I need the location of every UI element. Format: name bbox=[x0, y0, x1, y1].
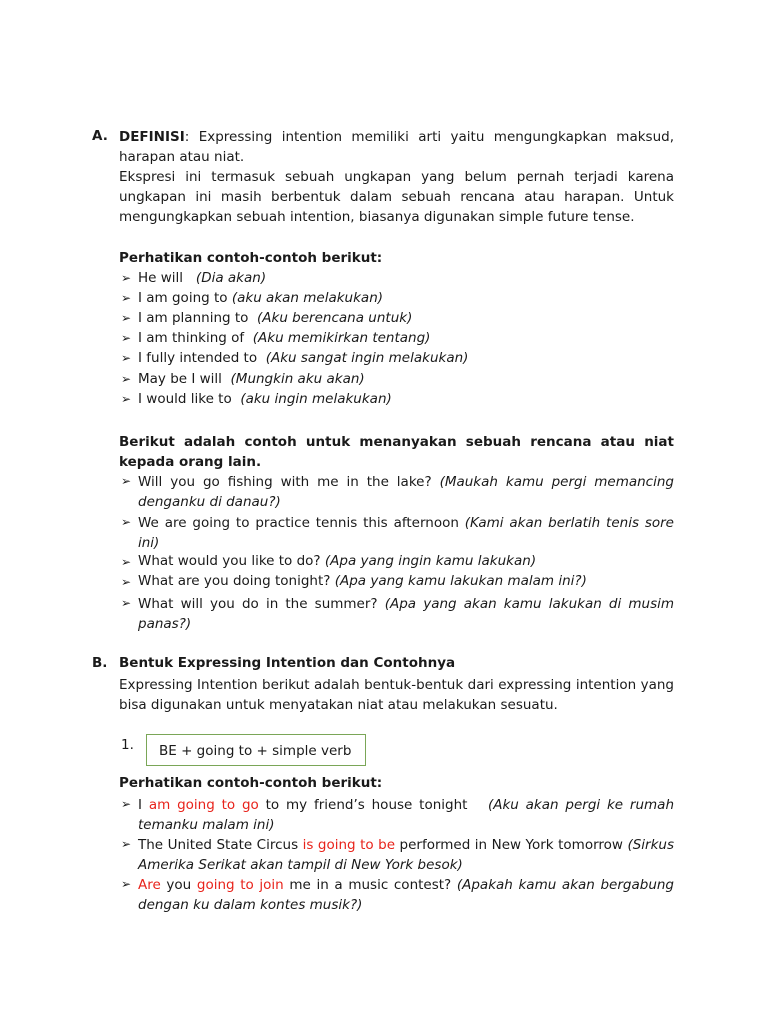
examples-heading-a: Perhatikan contoh-contoh berikut: bbox=[119, 250, 383, 266]
expression-en: May be I will bbox=[138, 371, 222, 387]
section-a-intro-text: Expressing intention memiliki arti yaitu mengungkapkan maksud, harapan atau niat. bbox=[119, 129, 674, 165]
example-text: to my friend’s house tonight bbox=[258, 797, 468, 813]
example-translation: (Sirkus Amerika Serikat akan tampil di New York besok) bbox=[138, 837, 674, 873]
expression-translation: (Dia akan) bbox=[195, 270, 267, 286]
questions-heading: Berikut adalah contoh untuk menanyakan sebuah rencana atau niat kepada orang lain. bbox=[119, 434, 674, 470]
example-text: performed in New York tomorrow bbox=[395, 837, 623, 853]
arrowhead-bullet-icon: ➢ bbox=[121, 555, 132, 569]
section-a-title: DEFINISI bbox=[119, 129, 185, 145]
arrowhead-bullet-icon: ➢ bbox=[121, 596, 132, 610]
example-translation: (Aku akan pergi ke rumah temanku malam ini) bbox=[138, 797, 674, 833]
example-text: you bbox=[160, 877, 197, 893]
section-a-colon: : bbox=[184, 129, 190, 145]
example-text: me in a music contest? bbox=[283, 877, 452, 893]
arrowhead-bullet-icon: ➢ bbox=[121, 351, 132, 365]
arrowhead-bullet-icon: ➢ bbox=[121, 797, 132, 811]
expression-translation: (Aku berencana untuk) bbox=[257, 310, 413, 326]
question-en: What are you doing tonight? bbox=[138, 573, 331, 589]
example-text: The United State Circus bbox=[138, 837, 303, 853]
item-number: 1. bbox=[121, 737, 134, 753]
examples-heading-b: Perhatikan contoh-contoh berikut: bbox=[119, 775, 383, 791]
section-b-letter: B. bbox=[92, 655, 108, 671]
question-en: What will you do in the summer? bbox=[138, 596, 378, 612]
expression-en: I am going to bbox=[138, 290, 228, 306]
arrowhead-bullet-icon: ➢ bbox=[121, 331, 132, 345]
arrowhead-bullet-icon: ➢ bbox=[121, 311, 132, 325]
question-en: What would you like to do? bbox=[138, 553, 321, 569]
expression-en: I am planning to bbox=[138, 310, 249, 326]
example-translation: (Apakah kamu akan bergabung dengan ku dalam kontes musik?) bbox=[138, 877, 674, 913]
arrowhead-bullet-icon: ➢ bbox=[121, 291, 132, 305]
expression-translation: (Aku sangat ingin melakukan) bbox=[265, 350, 469, 366]
section-a-paragraph: Ekspresi ini termasuk sebuah ungkapan yang belum pernah terjadi karena ungkapan ini masih berbentuk dalam sebuah rencana atau harapan. Untuk mengungkapkan sebuah intention, biasanya digunakan simple future tense. bbox=[119, 169, 674, 225]
question-translation: (Apa yang kamu lakukan malam ini?) bbox=[334, 573, 587, 589]
arrowhead-bullet-icon: ➢ bbox=[121, 474, 132, 488]
highlighted-phrase: am going to go bbox=[148, 797, 259, 813]
section-a-letter: A. bbox=[92, 128, 108, 144]
arrowhead-bullet-icon: ➢ bbox=[121, 837, 132, 851]
highlighted-phrase: is going to be bbox=[302, 837, 396, 853]
question-en: Will you go fishing with me in the lake? bbox=[138, 474, 432, 490]
expression-translation: (Mungkin aku akan) bbox=[230, 371, 365, 387]
expression-en: He will bbox=[138, 270, 184, 286]
arrowhead-bullet-icon: ➢ bbox=[121, 392, 132, 406]
highlighted-phrase: Are bbox=[138, 877, 161, 893]
highlighted-phrase: going to join bbox=[196, 877, 284, 893]
expression-en: I would like to bbox=[138, 391, 232, 407]
formula-box bbox=[146, 734, 366, 766]
question-en: We are going to practice tennis this afternoon bbox=[138, 515, 459, 531]
arrowhead-bullet-icon: ➢ bbox=[121, 515, 132, 529]
question-translation: (Kami akan berlatih tenis sore ini) bbox=[138, 515, 674, 551]
question-translation: (Apa yang ingin kamu lakukan) bbox=[324, 553, 537, 569]
arrowhead-bullet-icon: ➢ bbox=[121, 372, 132, 386]
expression-translation: (aku ingin melakukan) bbox=[240, 391, 392, 407]
arrowhead-bullet-icon: ➢ bbox=[121, 575, 132, 589]
expression-en: I am thinking of bbox=[138, 330, 245, 346]
expression-translation: (Aku memikirkan tentang) bbox=[252, 330, 431, 346]
expression-en: I fully intended to bbox=[138, 350, 258, 366]
example-text: I bbox=[138, 797, 149, 813]
formula-text: BE + going to + simple verb bbox=[159, 743, 352, 759]
section-b-paragraph: Expressing Intention berikut adalah bentuk-bentuk dari expressing intention yang bisa digunakan untuk menyatakan niat atau melakukan sesuatu. bbox=[119, 677, 674, 713]
arrowhead-bullet-icon: ➢ bbox=[121, 877, 132, 891]
question-translation: (Maukah kamu pergi memancing denganku di danau?) bbox=[138, 474, 674, 510]
question-translation: (Apa yang akan kamu lakukan di musim panas?) bbox=[138, 596, 674, 632]
section-b-title: Bentuk Expressing Intention dan Contohnya bbox=[119, 655, 456, 671]
section-a-intro bbox=[119, 127, 674, 167]
arrowhead-bullet-icon: ➢ bbox=[121, 271, 132, 285]
expression-translation: (aku akan melakukan) bbox=[231, 290, 384, 306]
